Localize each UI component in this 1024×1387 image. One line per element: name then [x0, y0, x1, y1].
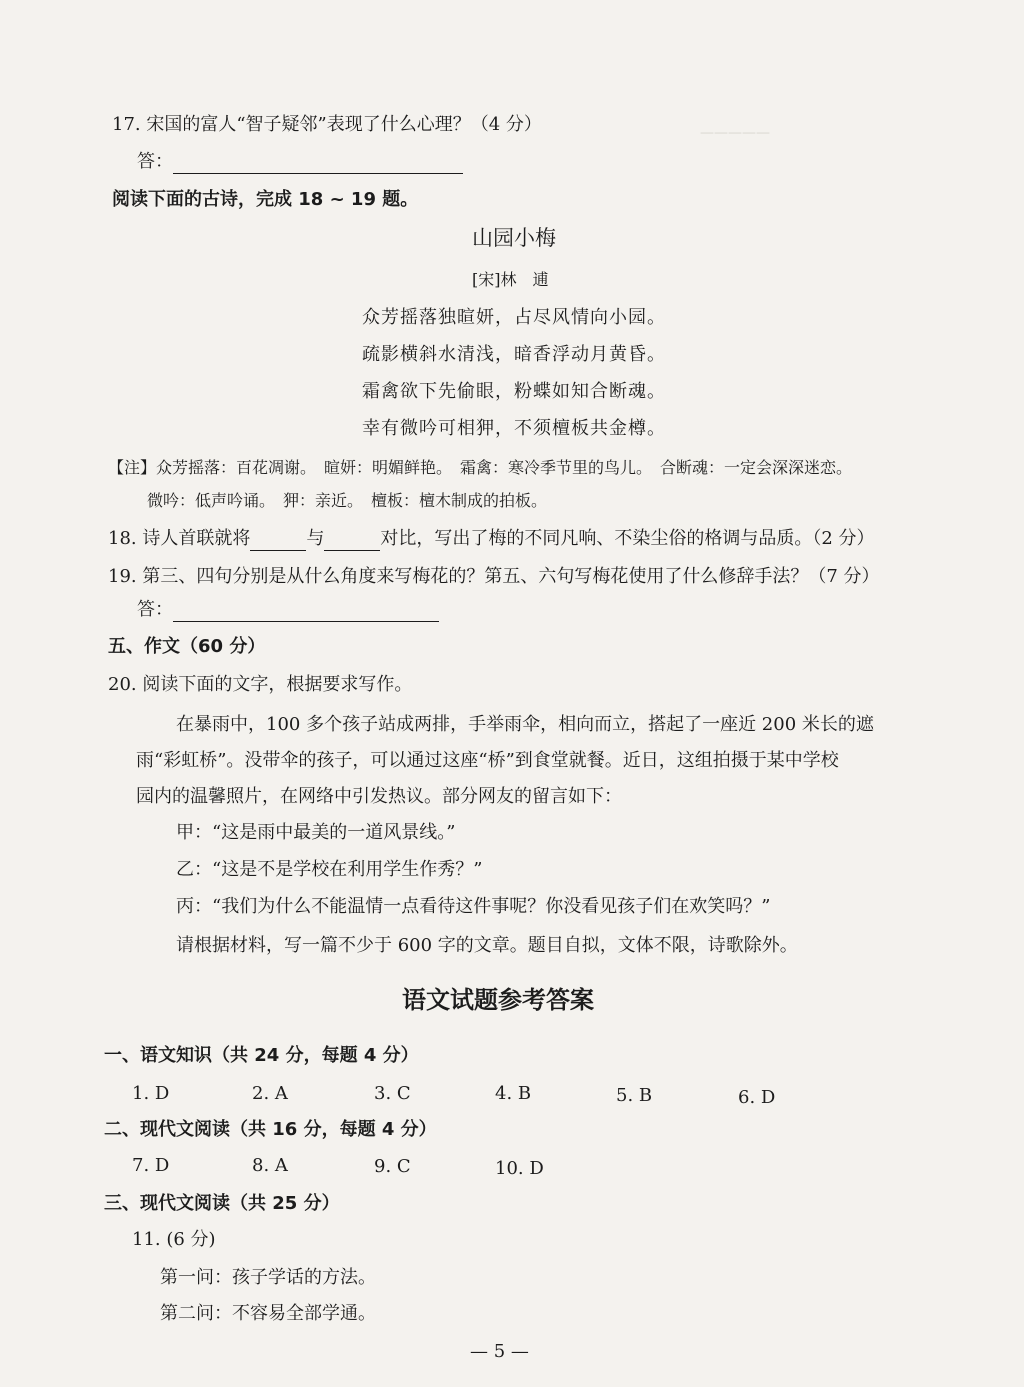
poem-author: [宋]林 逋: [472, 270, 549, 289]
answer-item: 7. D: [132, 1155, 170, 1176]
poem-notes-cont: 微吟：低声吟诵。 狎：亲近。 檀板：檀木制成的拍板。: [147, 491, 548, 510]
poem-line: 众芳摇落独暄妍，占尽风情向小园。: [362, 307, 666, 328]
answer-label: 答：: [137, 599, 173, 620]
answer-label: 答：: [137, 151, 173, 172]
essay-requirement: 请根据材料，写一篇不少于 600 字的文章。题目自拟，文体不限，诗歌除外。: [176, 935, 798, 956]
q18-blank-1[interactable]: [250, 532, 306, 551]
bleed-through-text: —————: [700, 125, 770, 141]
answer-item: 5. B: [616, 1085, 653, 1106]
comment-jia: 甲：“这是雨中最美的一道风景线。”: [176, 822, 456, 843]
q18-text-1: 18. 诗人首联就将: [108, 528, 251, 549]
comment-yi: 乙：“这是不是学校在利用学生作秀？”: [176, 859, 483, 880]
answer-section-1: 一、语文知识（共 24 分，每题 4 分）: [104, 1045, 419, 1066]
answer-blank[interactable]: [173, 603, 439, 622]
answer-blank[interactable]: [173, 155, 463, 174]
answer-item: 8. A: [252, 1155, 288, 1176]
answer-section-2: 二、现代文阅读（共 16 分，每题 4 分）: [104, 1119, 437, 1140]
question-20: 20. 阅读下面的文字，根据要求写作。: [108, 674, 413, 695]
section-5-heading: 五、作文（60 分）: [108, 636, 266, 657]
answer-q11: 11. (6 分): [132, 1229, 216, 1250]
poem-line: 霜禽欲下先偷眼，粉蝶如知合断魂。: [362, 381, 666, 402]
essay-material: 在暴雨中，100 多个孩子站成两排，手举雨伞，相向而立，搭起了一座近 200 米长的遮: [176, 714, 874, 735]
poem-line: 幸有微吟可相狎，不须檀板共金樽。: [362, 418, 666, 439]
question-17: 17. 宋国的富人“智子疑邻”表现了什么心理？（4 分）: [112, 114, 542, 135]
poem-instruction: 阅读下面的古诗，完成 18 ~ 19 题。: [112, 189, 419, 210]
answer-q11-part1: 第一问：孩子学话的方法。: [160, 1267, 376, 1288]
poem-notes: 【注】众芳摇落：百花凋谢。 暄妍：明媚鲜艳。 霜禽：寒冷季节里的鸟儿。 合断魂：一定会深深迷恋。: [108, 458, 853, 477]
answer-item: 4. B: [495, 1083, 532, 1104]
essay-material: 雨“彩虹桥”。没带伞的孩子，可以通过这座“桥”到食堂就餐。近日，这组拍摄于某中学校: [136, 750, 839, 771]
q18-text-2: 与: [306, 528, 325, 549]
answer-item: 2. A: [252, 1083, 288, 1104]
q18-blank-2[interactable]: [324, 532, 380, 551]
answer-item: 10. D: [495, 1158, 544, 1179]
comment-bing: 丙：“我们为什么不能温情一点看待这件事呢？你没看见孩子们在欢笑吗？”: [176, 896, 771, 917]
answer-key-title: 语文试题参考答案: [402, 986, 594, 1014]
answer-item: 3. C: [374, 1083, 411, 1104]
page-number: — 5 —: [470, 1341, 529, 1362]
question-18: [108, 527, 875, 551]
essay-material: 园内的温馨照片，在网络中引发热议。部分网友的留言如下：: [136, 786, 622, 807]
answer-line-19[interactable]: [137, 598, 439, 622]
question-19: 19. 第三、四句分别是从什么角度来写梅花的？第五、六句写梅花使用了什么修辞手法？（7 分）: [108, 566, 880, 587]
answer-q11-part2: 第二问：不容易全部学通。: [160, 1303, 376, 1324]
answer-item: 6. D: [738, 1087, 776, 1108]
answer-item: 9. C: [374, 1156, 411, 1177]
q18-text-3: 对比，写出了梅的不同凡响、不染尘俗的格调与品质。（2 分）: [380, 528, 875, 549]
answer-section-3: 三、现代文阅读（共 25 分）: [104, 1193, 340, 1214]
answer-line-17[interactable]: [137, 150, 463, 174]
answer-item: 1. D: [132, 1083, 170, 1104]
poem-title: 山园小梅: [472, 226, 556, 250]
poem-line: 疏影横斜水清浅，暗香浮动月黄昏。: [362, 344, 666, 365]
